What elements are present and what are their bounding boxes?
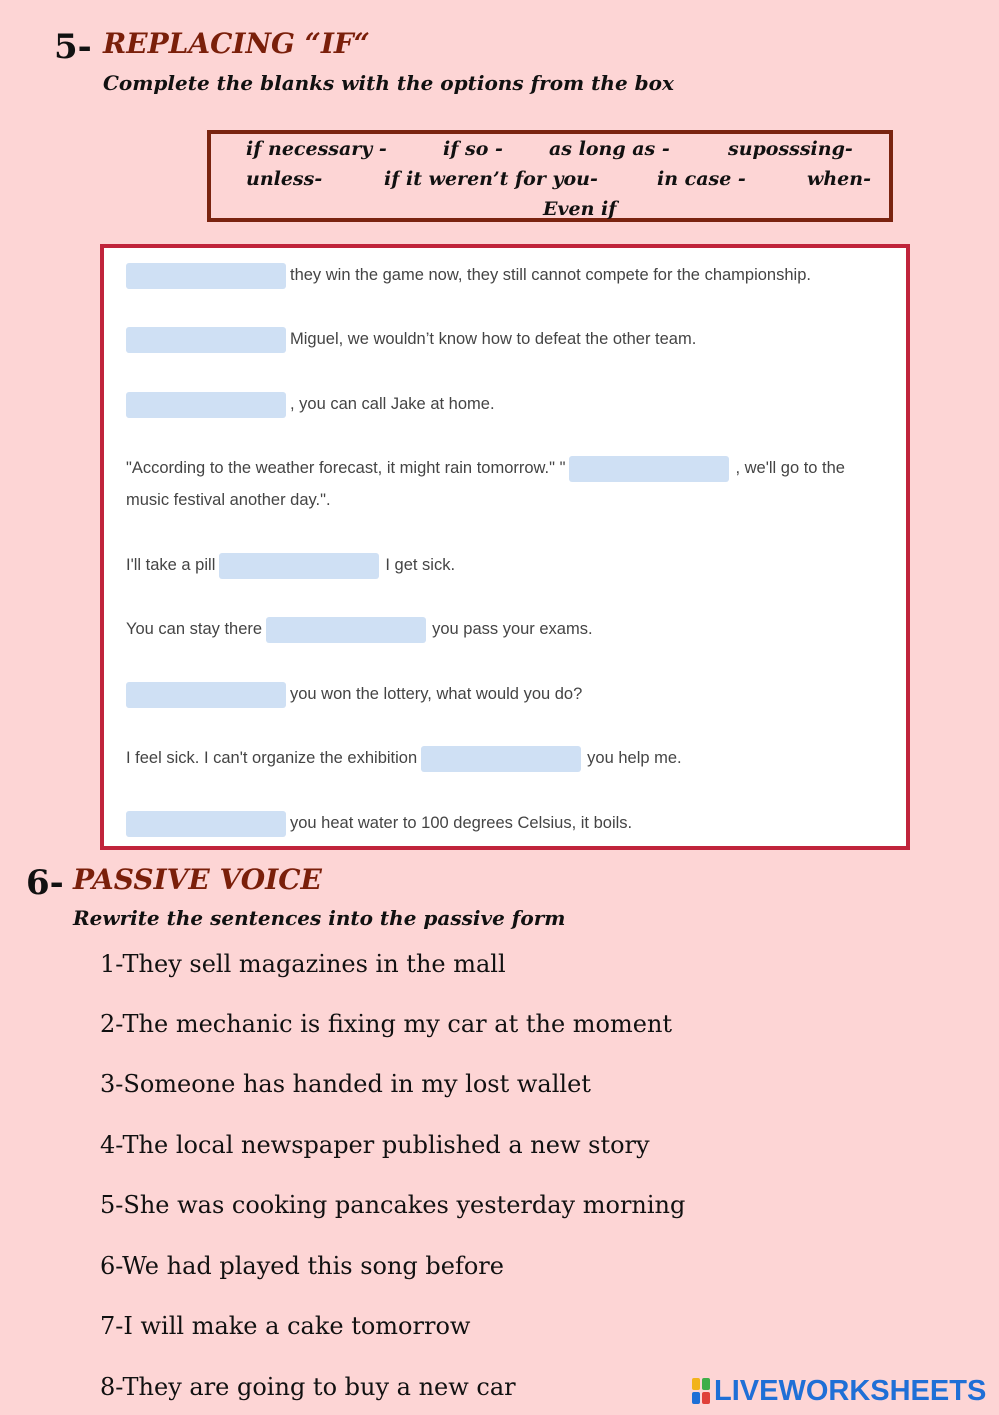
sentence-9-text: you heat water to 100 degrees Celsius, it boils. (290, 814, 633, 832)
answer-blank-4[interactable] (569, 456, 729, 482)
option-if-necessary: if necessary - (246, 138, 387, 160)
answer-blank-1[interactable] (126, 263, 286, 289)
option-if-it-werent-for-you: if it weren’t for you- (384, 168, 598, 190)
passive-item-2: 2-The mechanic is fixing my car at the moment (100, 1010, 673, 1038)
sentence-3-text: , you can call Jake at home. (290, 395, 495, 413)
options-box (207, 130, 893, 222)
section-5-title: REPLACING “IF“ (103, 27, 370, 60)
section-6-title: PASSIVE VOICE (73, 863, 322, 896)
sentence-7 (126, 681, 582, 708)
passive-item-3: 3-Someone has handed in my lost wallet (100, 1070, 591, 1098)
sentence-5-after: I get sick. (385, 556, 456, 574)
sentence-5 (126, 552, 455, 579)
sentence-4-after: , we'll go to the (735, 459, 845, 477)
sentence-5-before: I'll take a pill (126, 556, 216, 574)
liveworksheets-logo-icon (692, 1378, 710, 1404)
sentence-7-text: you won the lottery, what would you do? (290, 685, 583, 703)
sentence-2 (126, 326, 696, 353)
passive-item-8: 8-They are going to buy a new car (100, 1373, 516, 1401)
answer-blank-5[interactable] (219, 553, 379, 579)
sentence-4-before: "According to the weather forecast, it might rain tomorrow." " (126, 459, 566, 477)
sentence-1 (126, 262, 811, 289)
option-as-long-as: as long as - (549, 138, 670, 160)
liveworksheets-logo[interactable] (692, 1376, 986, 1406)
sentence-1-text: they win the game now, they still cannot compete for the championship. (290, 266, 811, 284)
answer-blank-7[interactable] (126, 682, 286, 708)
option-supossing: suposssing- (728, 138, 853, 160)
option-even-if: Even if (543, 198, 617, 220)
section-5-instruction: Complete the blanks with the options from the box (103, 71, 674, 95)
section-5-number: 5- (54, 27, 92, 67)
passive-item-1: 1-They sell magazines in the mall (100, 950, 506, 978)
sentence-8-before: I feel sick. I can't organize the exhibition (126, 749, 418, 767)
option-when: when- (807, 168, 871, 190)
sentence-3 (126, 391, 495, 418)
section-6-instruction: Rewrite the sentences into the passive form (73, 906, 566, 930)
answer-blank-6[interactable] (266, 617, 426, 643)
passive-item-6: 6-We had played this song before (100, 1252, 504, 1280)
exercise-box (100, 244, 910, 850)
option-if-so: if so - (443, 138, 503, 160)
passive-item-4: 4-The local newspaper published a new story (100, 1131, 650, 1159)
sentence-8-after: you help me. (587, 749, 682, 767)
sentence-6-after: you pass your exams. (432, 620, 593, 638)
sentence-9 (126, 810, 632, 837)
passive-item-5: 5-She was cooking pancakes yesterday morning (100, 1191, 686, 1219)
sentence-6-before: You can stay there (126, 620, 263, 638)
sentence-4-continuation: music festival another day.". (126, 491, 331, 509)
sentence-8 (126, 745, 682, 772)
passive-item-7: 7-I will make a cake tomorrow (100, 1312, 471, 1340)
section-6-number: 6- (26, 863, 64, 903)
sentence-2-text: Miguel, we wouldn’t know how to defeat the other team. (290, 330, 697, 348)
answer-blank-3[interactable] (126, 392, 286, 418)
option-in-case: in case - (657, 168, 746, 190)
logo-text: LIVEWORKSHEETS (714, 1374, 987, 1407)
answer-blank-8[interactable] (421, 746, 581, 772)
answer-blank-9[interactable] (126, 811, 286, 837)
sentence-6 (126, 616, 593, 643)
sentence-4 (126, 455, 845, 482)
answer-blank-2[interactable] (126, 327, 286, 353)
option-unless: unless- (246, 168, 323, 190)
